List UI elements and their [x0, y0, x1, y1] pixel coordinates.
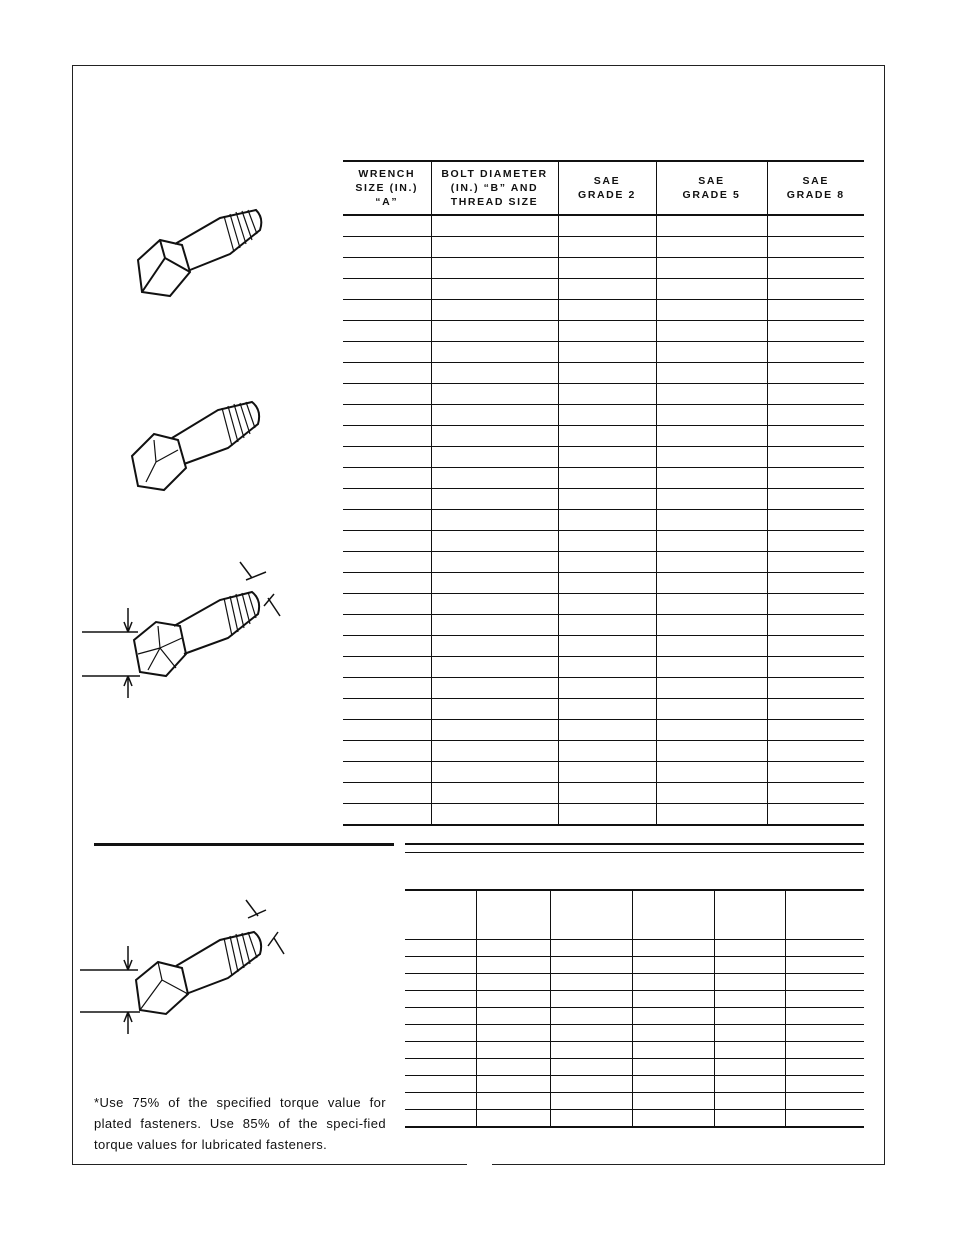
column-header-line: SAE — [698, 175, 725, 187]
table-cell — [431, 447, 558, 468]
table-row — [343, 741, 864, 762]
table-cell — [714, 940, 785, 957]
table-cell — [343, 594, 431, 615]
table-cell — [785, 1093, 864, 1110]
table-cell — [656, 720, 767, 741]
table-cell — [767, 531, 864, 552]
table-cell — [476, 1093, 550, 1110]
column-header-wrench — [343, 161, 431, 215]
table-cell — [405, 1110, 476, 1128]
table-cell — [785, 1110, 864, 1128]
table-cell — [632, 1008, 714, 1025]
table-cell — [714, 974, 785, 991]
table-cell — [632, 957, 714, 974]
table-row — [405, 940, 864, 957]
table-cell — [343, 699, 431, 720]
table-row — [343, 237, 864, 258]
metric-bolt-icon — [78, 890, 298, 1040]
table-cell — [558, 699, 656, 720]
table-cell — [558, 363, 656, 384]
table-row — [343, 510, 864, 531]
table-cell — [632, 1042, 714, 1059]
table-cell — [431, 279, 558, 300]
table-cell — [343, 279, 431, 300]
table-row — [405, 1025, 864, 1042]
table-cell — [767, 552, 864, 573]
table-cell — [558, 720, 656, 741]
table-cell — [343, 678, 431, 699]
table-cell — [476, 1025, 550, 1042]
table-cell — [431, 741, 558, 762]
table-row — [405, 1110, 864, 1128]
table-cell — [558, 468, 656, 489]
table-cell — [767, 215, 864, 237]
table-cell — [767, 405, 864, 426]
table-row — [343, 552, 864, 573]
section-divider — [405, 852, 864, 853]
table-cell — [558, 489, 656, 510]
table-cell — [767, 573, 864, 594]
section-divider — [405, 843, 864, 845]
table-cell — [431, 426, 558, 447]
sae-grade-2-bolt-icon — [120, 200, 270, 310]
table-cell — [431, 384, 558, 405]
table-cell — [405, 1008, 476, 1025]
table-cell — [558, 426, 656, 447]
column-header-line: GRADE 5 — [682, 189, 741, 201]
table-cell — [632, 1076, 714, 1093]
table-cell — [767, 615, 864, 636]
table-cell — [476, 957, 550, 974]
table-cell — [558, 237, 656, 258]
sae-grade-8-bolt-icon — [80, 550, 300, 710]
table-cell — [767, 237, 864, 258]
table-cell — [656, 321, 767, 342]
table-row — [405, 1042, 864, 1059]
table-cell — [714, 1093, 785, 1110]
table-row — [405, 1093, 864, 1110]
table-row — [343, 762, 864, 783]
table-cell — [343, 384, 431, 405]
table-cell — [343, 405, 431, 426]
metric-torque-table — [405, 889, 864, 1128]
table-cell — [431, 699, 558, 720]
table-cell — [558, 531, 656, 552]
table-cell — [343, 720, 431, 741]
column-header-line: (IN.) “B” AND — [450, 182, 539, 194]
table-cell — [405, 940, 476, 957]
table-cell — [550, 1110, 632, 1128]
table-cell — [558, 762, 656, 783]
table-cell — [632, 991, 714, 1008]
table-cell — [767, 321, 864, 342]
table-cell — [343, 447, 431, 468]
table-cell — [656, 531, 767, 552]
table-cell — [405, 974, 476, 991]
table-cell — [343, 552, 431, 573]
section-divider — [94, 843, 394, 846]
table-cell — [656, 468, 767, 489]
table-cell — [785, 1042, 864, 1059]
table-cell — [550, 1008, 632, 1025]
table-cell — [714, 1110, 785, 1128]
table-cell — [767, 384, 864, 405]
table-cell — [431, 258, 558, 279]
table-cell — [405, 1076, 476, 1093]
table-cell — [476, 1042, 550, 1059]
table-cell — [558, 447, 656, 468]
table-cell — [656, 636, 767, 657]
table-cell — [476, 940, 550, 957]
column-header-line: WRENCH — [358, 168, 416, 180]
table-cell — [656, 762, 767, 783]
table-cell — [785, 974, 864, 991]
table-cell — [656, 573, 767, 594]
table-cell — [550, 1042, 632, 1059]
table-cell — [550, 940, 632, 957]
table-cell — [431, 783, 558, 804]
table-cell — [431, 552, 558, 573]
table-cell — [550, 957, 632, 974]
table-cell — [785, 1076, 864, 1093]
table-cell — [431, 720, 558, 741]
table-row — [343, 783, 864, 804]
table-cell — [714, 1076, 785, 1093]
column-header-line: BOLT DIAMETER — [441, 168, 548, 180]
column-header — [550, 890, 632, 940]
table-row — [343, 615, 864, 636]
table-cell — [632, 1110, 714, 1128]
table-cell — [343, 321, 431, 342]
sae-torque-table — [343, 160, 864, 826]
table-cell — [656, 300, 767, 321]
table-cell — [343, 468, 431, 489]
table-cell — [656, 258, 767, 279]
table-cell — [632, 974, 714, 991]
table-cell — [343, 762, 431, 783]
table-row — [343, 678, 864, 699]
table-cell — [656, 804, 767, 826]
table-cell — [656, 405, 767, 426]
table-cell — [405, 1093, 476, 1110]
column-header — [785, 890, 864, 940]
table-cell — [405, 1025, 476, 1042]
table-cell — [656, 594, 767, 615]
table-cell — [785, 991, 864, 1008]
table-cell — [656, 342, 767, 363]
table-cell — [343, 783, 431, 804]
table-cell — [431, 594, 558, 615]
table-cell — [558, 783, 656, 804]
table-cell — [656, 699, 767, 720]
column-header — [476, 890, 550, 940]
table-cell — [632, 1025, 714, 1042]
table-cell — [405, 957, 476, 974]
table-row — [343, 279, 864, 300]
table-row — [343, 657, 864, 678]
table-cell — [656, 279, 767, 300]
table-row — [405, 974, 864, 991]
table-cell — [558, 258, 656, 279]
table-cell — [431, 237, 558, 258]
table-cell — [343, 741, 431, 762]
table-cell — [785, 1025, 864, 1042]
table-cell — [343, 237, 431, 258]
table-row — [405, 991, 864, 1008]
table-cell — [558, 741, 656, 762]
table-cell — [550, 991, 632, 1008]
table-cell — [343, 531, 431, 552]
table-cell — [431, 468, 558, 489]
table-cell — [656, 215, 767, 237]
table-cell — [431, 657, 558, 678]
table-cell — [343, 300, 431, 321]
table-cell — [343, 636, 431, 657]
table-row — [343, 531, 864, 552]
table-cell — [656, 363, 767, 384]
table-cell — [656, 552, 767, 573]
table-cell — [767, 447, 864, 468]
table-cell — [431, 615, 558, 636]
table-cell — [550, 1093, 632, 1110]
table-row — [343, 447, 864, 468]
table-cell — [767, 741, 864, 762]
table-cell — [431, 363, 558, 384]
table-cell — [558, 657, 656, 678]
table-cell — [343, 215, 431, 237]
table-cell — [767, 510, 864, 531]
torque-footnote: *Use 75% of the specified torque value for plated fasteners. Use 85% of the speci-fied torque values for lubricated fasteners. — [94, 1095, 386, 1152]
table-row — [343, 468, 864, 489]
table-header-row — [405, 890, 864, 940]
table-cell — [632, 1093, 714, 1110]
table-cell — [558, 573, 656, 594]
table-row — [343, 636, 864, 657]
column-header-line: SAE — [802, 175, 829, 187]
table-cell — [558, 510, 656, 531]
table-cell — [343, 804, 431, 826]
table-cell — [656, 741, 767, 762]
table-row — [343, 804, 864, 826]
table-cell — [343, 573, 431, 594]
table-cell — [476, 974, 550, 991]
table-cell — [714, 1008, 785, 1025]
table-cell — [656, 783, 767, 804]
table-row — [343, 321, 864, 342]
table-cell — [558, 300, 656, 321]
table-cell — [558, 405, 656, 426]
table-cell — [431, 762, 558, 783]
table-cell — [767, 720, 864, 741]
table-cell — [343, 510, 431, 531]
table-row — [405, 1008, 864, 1025]
table-cell — [558, 594, 656, 615]
table-cell — [656, 510, 767, 531]
table-cell — [476, 991, 550, 1008]
table-cell — [785, 1059, 864, 1076]
table-row — [343, 594, 864, 615]
table-cell — [767, 279, 864, 300]
table-cell — [558, 321, 656, 342]
table-cell — [405, 991, 476, 1008]
table-cell — [785, 1008, 864, 1025]
sae-grade-5-bolt-icon — [120, 390, 270, 500]
table-row — [343, 720, 864, 741]
table-cell — [343, 489, 431, 510]
table-cell — [767, 258, 864, 279]
table-cell — [714, 991, 785, 1008]
column-header — [405, 890, 476, 940]
column-header-grade8 — [767, 161, 864, 215]
table-cell — [656, 447, 767, 468]
table-cell — [558, 804, 656, 826]
table-row — [343, 342, 864, 363]
table-cell — [767, 489, 864, 510]
table-cell — [632, 1059, 714, 1076]
table-cell — [431, 321, 558, 342]
table-header-row — [343, 161, 864, 215]
table-cell — [405, 1042, 476, 1059]
table-cell — [431, 215, 558, 237]
table-cell — [558, 215, 656, 237]
table-cell — [431, 678, 558, 699]
table-cell — [767, 762, 864, 783]
column-header — [714, 890, 785, 940]
table-row — [343, 215, 864, 237]
column-header-line: THREAD SIZE — [450, 196, 539, 208]
table-cell — [343, 615, 431, 636]
table-cell — [558, 342, 656, 363]
table-cell — [767, 804, 864, 826]
table-row — [343, 699, 864, 720]
table-row — [405, 1076, 864, 1093]
table-cell — [656, 678, 767, 699]
page-frame-gap — [467, 1158, 492, 1170]
table-cell — [558, 615, 656, 636]
table-row — [343, 363, 864, 384]
table-cell — [767, 426, 864, 447]
table-cell — [767, 342, 864, 363]
table-cell — [558, 636, 656, 657]
table-cell — [343, 342, 431, 363]
table-cell — [558, 678, 656, 699]
table-cell — [656, 237, 767, 258]
table-cell — [714, 1025, 785, 1042]
table-cell — [767, 300, 864, 321]
table-cell — [558, 384, 656, 405]
column-header-line: SAE — [593, 175, 621, 187]
table-row — [343, 258, 864, 279]
table-cell — [431, 489, 558, 510]
table-cell — [431, 531, 558, 552]
table-cell — [343, 258, 431, 279]
table-cell — [431, 300, 558, 321]
table-cell — [431, 573, 558, 594]
table-cell — [550, 974, 632, 991]
column-header — [632, 890, 714, 940]
table-cell — [656, 384, 767, 405]
table-row — [343, 300, 864, 321]
table-cell — [714, 1042, 785, 1059]
table-cell — [767, 468, 864, 489]
table-row — [343, 405, 864, 426]
table-cell — [767, 699, 864, 720]
table-cell — [431, 405, 558, 426]
table-cell — [558, 552, 656, 573]
table-cell — [714, 957, 785, 974]
table-cell — [767, 363, 864, 384]
table-row — [405, 957, 864, 974]
table-cell — [767, 636, 864, 657]
column-header-line: GRADE 8 — [786, 189, 845, 201]
table-row — [343, 573, 864, 594]
column-header-grade5 — [656, 161, 767, 215]
table-cell — [550, 1025, 632, 1042]
table-cell — [550, 1059, 632, 1076]
column-header-line: SIZE (IN.) “A” — [355, 182, 419, 208]
table-cell — [431, 804, 558, 826]
table-row — [343, 426, 864, 447]
table-cell — [714, 1059, 785, 1076]
table-cell — [785, 957, 864, 974]
table-cell — [476, 1110, 550, 1128]
table-cell — [431, 636, 558, 657]
table-cell — [431, 510, 558, 531]
table-cell — [476, 1059, 550, 1076]
table-cell — [767, 783, 864, 804]
table-cell — [343, 363, 431, 384]
table-row — [405, 1059, 864, 1076]
table-cell — [656, 657, 767, 678]
table-cell — [767, 657, 864, 678]
column-header-line: GRADE 2 — [578, 189, 636, 201]
table-cell — [558, 279, 656, 300]
table-cell — [405, 1059, 476, 1076]
table-cell — [656, 489, 767, 510]
column-header-bolt — [431, 161, 558, 215]
table-cell — [656, 426, 767, 447]
table-cell — [767, 594, 864, 615]
table-cell — [476, 1008, 550, 1025]
table-cell — [431, 342, 558, 363]
table-cell — [785, 940, 864, 957]
table-cell — [550, 1076, 632, 1093]
table-cell — [476, 1076, 550, 1093]
table-cell — [632, 940, 714, 957]
table-cell — [343, 657, 431, 678]
table-row — [343, 384, 864, 405]
column-header-grade2 — [558, 161, 656, 215]
table-cell — [767, 678, 864, 699]
table-cell — [343, 426, 431, 447]
table-cell — [656, 615, 767, 636]
table-row — [343, 489, 864, 510]
